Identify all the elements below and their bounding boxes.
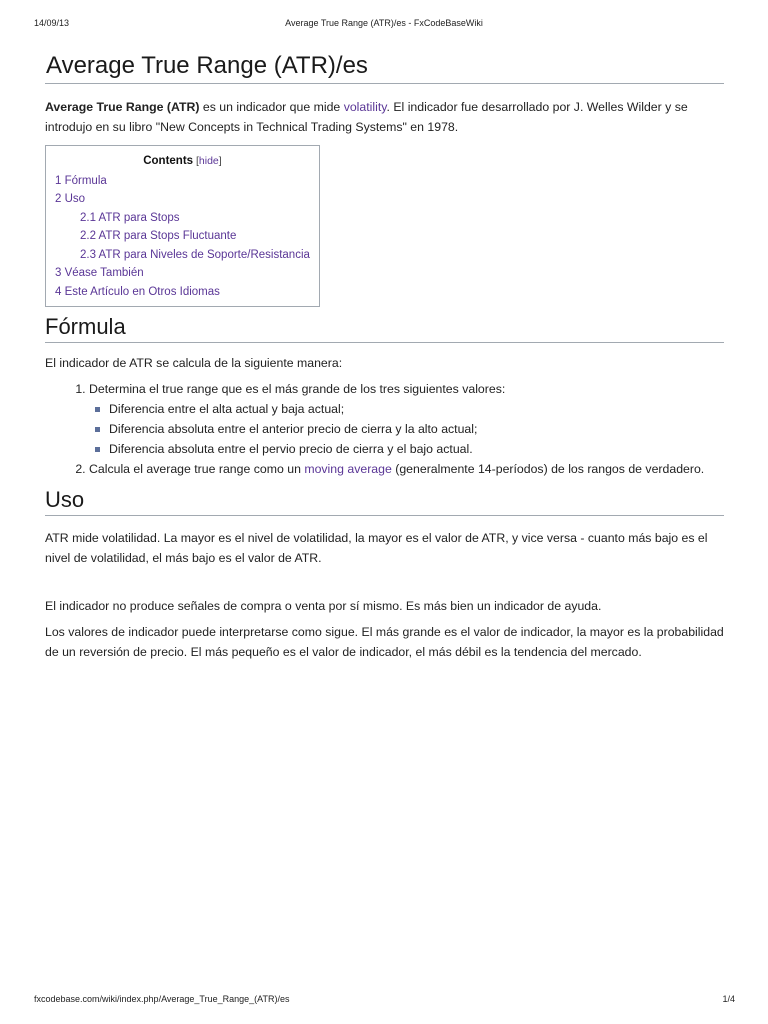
bullet-text: Diferencia absoluta entre el anterior precio de cierra y la alto actual; — [109, 422, 478, 436]
uso-paragraph-2: El indicador no produce señales de compra o venta por sí mismo. Es más bien un indicador de ayuda. — [45, 599, 602, 613]
section-heading-formula: Fórmula — [45, 313, 724, 343]
intro-text-2: . El indicador fue desarrollado por J. Welles Wilder y se introdujo en su libro "New Concepts in Technical Trading Systems" en 1978. — [45, 100, 688, 134]
bullet-text: Diferencia entre el alta actual y baja actual; — [109, 402, 345, 416]
formula-step-2-text-1: Calcula el average true range como un — [89, 462, 305, 476]
square-bullet-icon — [95, 407, 100, 412]
toc-item-atr-stops-fluctuante[interactable]: 2.2 ATR para Stops Fluctuante — [80, 230, 237, 242]
toc-hide-link[interactable]: hide — [198, 155, 219, 167]
bullet-text: Diferencia absoluta entre el pervio precio de cierra y el bajo actual. — [109, 442, 473, 456]
uso-paragraph-3: Los valores de indicador puede interpretarse como sigue. El más grande es el valor de indicador, la mayor es la probabilidad de un reversión de precio. El más pequeño es el valor de indicador, el más débil es la tendencia del mercado. — [45, 625, 724, 659]
print-title: Average True Range (ATR)/es - FxCodeBaseWiki — [285, 18, 483, 28]
formula-step-1-text: Determina el true range que es el más grande de los tres siguientes valores: — [89, 382, 506, 396]
toc-item-atr-stops[interactable]: 2.1 ATR para Stops — [80, 211, 180, 224]
toc-item-vease-tambien[interactable]: 3 Véase También — [55, 267, 144, 279]
intro-text-1: es un indicador que mide — [199, 100, 344, 114]
print-url: fxcodebase.com/wiki/index.php/Average_True_Range_(ATR)/es — [34, 994, 290, 1004]
toc-hide-bracket-close: ] — [218, 155, 222, 167]
intro-bold-term: Average True Range (ATR) — [45, 100, 200, 114]
uso-paragraph-1: ATR mide volatilidad. La mayor es el nivel de volatilidad, la mayor es el valor de ATR, y vice versa - cuanto más bajo es el nivel de volatilidad, el más bajo es el valor de ATR. — [45, 531, 708, 565]
toc-item-uso[interactable]: 2 Uso — [55, 193, 86, 205]
toc-title: Contents — [143, 155, 194, 167]
page-title: Average True Range (ATR)/es — [45, 52, 724, 84]
table-of-contents — [45, 145, 320, 307]
print-page-number: 1/4 — [722, 994, 735, 1004]
section-heading-uso: Uso — [45, 486, 724, 516]
toc-item-atr-soporte-resistencia[interactable]: 2.3 ATR para Niveles de Soporte/Resistancia — [80, 248, 310, 261]
formula-step-2 — [89, 459, 724, 479]
toc-item-formula[interactable]: 1 Fórmula — [55, 174, 107, 187]
print-date: 14/09/13 — [34, 18, 70, 28]
toc-item-otros-idiomas[interactable]: 4 Este Artículo en Otros Idiomas — [55, 285, 220, 298]
formula-lead: El indicador de ATR se calcula de la siguiente manera: — [45, 356, 343, 370]
formula-steps — [45, 379, 724, 479]
formula-step-2-text-2: (generalmente 14-períodos) de los rangos de verdadero. — [391, 462, 705, 476]
list-item — [95, 419, 724, 439]
true-range-components — [89, 399, 724, 459]
toc-header — [55, 152, 310, 171]
article-content — [45, 52, 724, 662]
list-item — [95, 399, 724, 419]
toc-hide-bracket-open: [ — [193, 155, 199, 167]
square-bullet-icon — [95, 427, 100, 432]
moving-average-link[interactable]: moving average — [304, 462, 392, 476]
square-bullet-icon — [95, 447, 100, 452]
intro-paragraph — [45, 97, 724, 137]
volatility-link[interactable]: volatility — [343, 100, 387, 114]
toc-hide-toggle — [193, 155, 222, 167]
formula-step-1 — [89, 379, 724, 459]
list-item — [95, 439, 724, 459]
